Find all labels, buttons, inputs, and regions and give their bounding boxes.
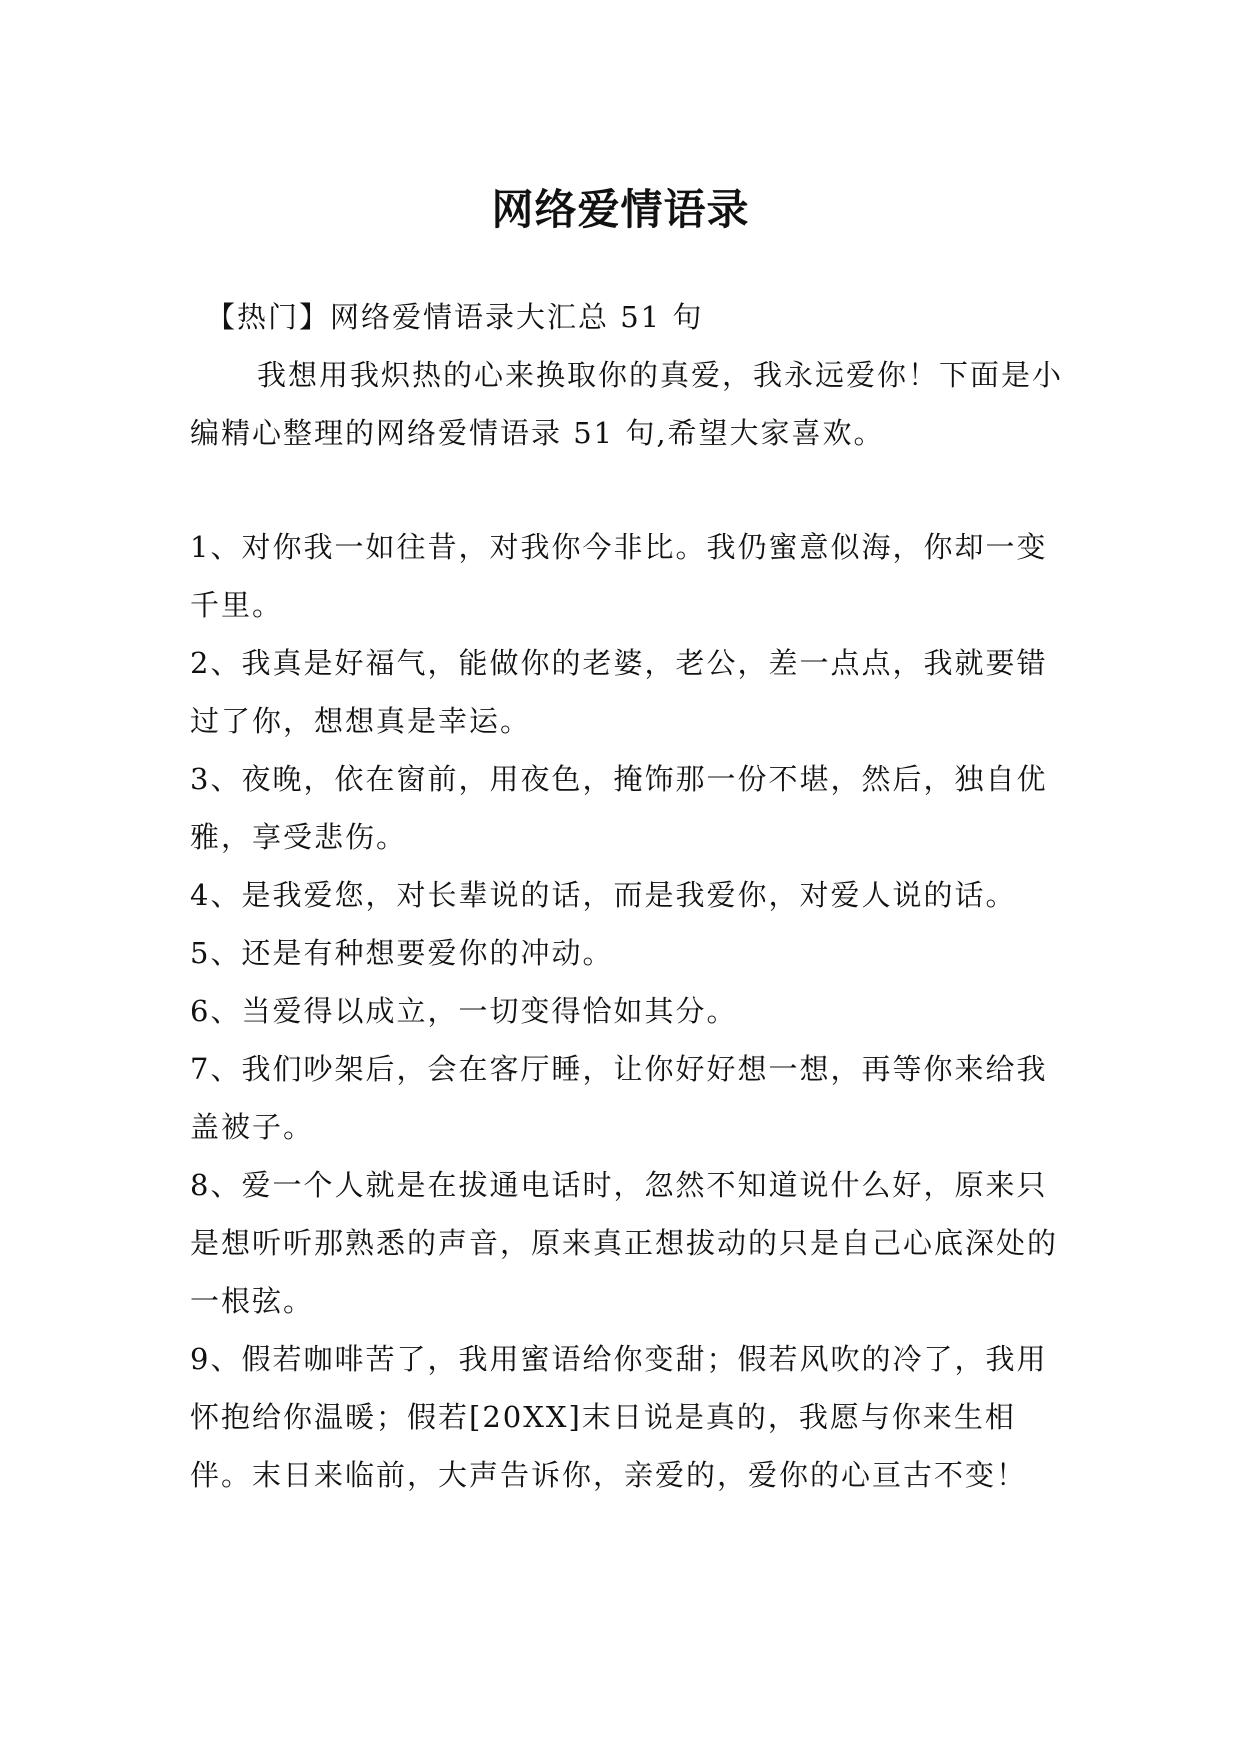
quote-item-3: 3、夜晚，依在窗前，用夜色，掩饰那一份不堪，然后，独自优雅，享受悲伤。 (190, 762, 1048, 854)
quote-item-8: 8、爱一个人就是在拔通电话时，忽然不知道说什么好，原来只是想听听那熟悉的声音，原来真正想拔动的只是自己心底深处的一根弦。 (190, 1168, 1059, 1318)
document-title: 网络爱情语录 (491, 185, 750, 235)
quote-item-7: 7、我们吵架后，会在客厅睡，让你好好想一想，再等你来给我盖被子。 (190, 1052, 1048, 1144)
quote-item-2: 2、我真是好福气，能做你的老婆，老公，差一点点，我就要错过了你，想想真是幸运。 (190, 646, 1048, 738)
intro-paragraph: 我想用我炽热的心来换取你的真爱，我永远爱你！下面是小编精心整理的网络爱情语录 51 句,希望大家喜欢。 (190, 358, 1064, 450)
quote-item-1: 1、对你我一如往昔，对我你今非比。我仍蜜意似海，你却一变千里。 (190, 530, 1048, 622)
quote-item-9: 9、假若咖啡苦了，我用蜜语给你变甜；假若风吹的冷了，我用怀抱给你温暖；假若[20XX]末日说是真的，我愿与你来生相伴。末日来临前，大声告诉你，亲爱的，爱你的心亘古不变！ (190, 1342, 1048, 1492)
quote-item-4: 4、是我爱您，对长辈说的话，而是我爱你，对爱人说的话。 (190, 878, 1017, 912)
quote-item-5: 5、还是有种想要爱你的冲动。 (190, 936, 614, 970)
document-subtitle: 【热门】网络爱情语录大汇总 51 句 (206, 300, 704, 334)
paragraph-spacer (190, 462, 1075, 518)
quote-item-6: 6、当爱得以成立，一切变得恰如其分。 (190, 994, 738, 1028)
document-body (190, 288, 1075, 1504)
